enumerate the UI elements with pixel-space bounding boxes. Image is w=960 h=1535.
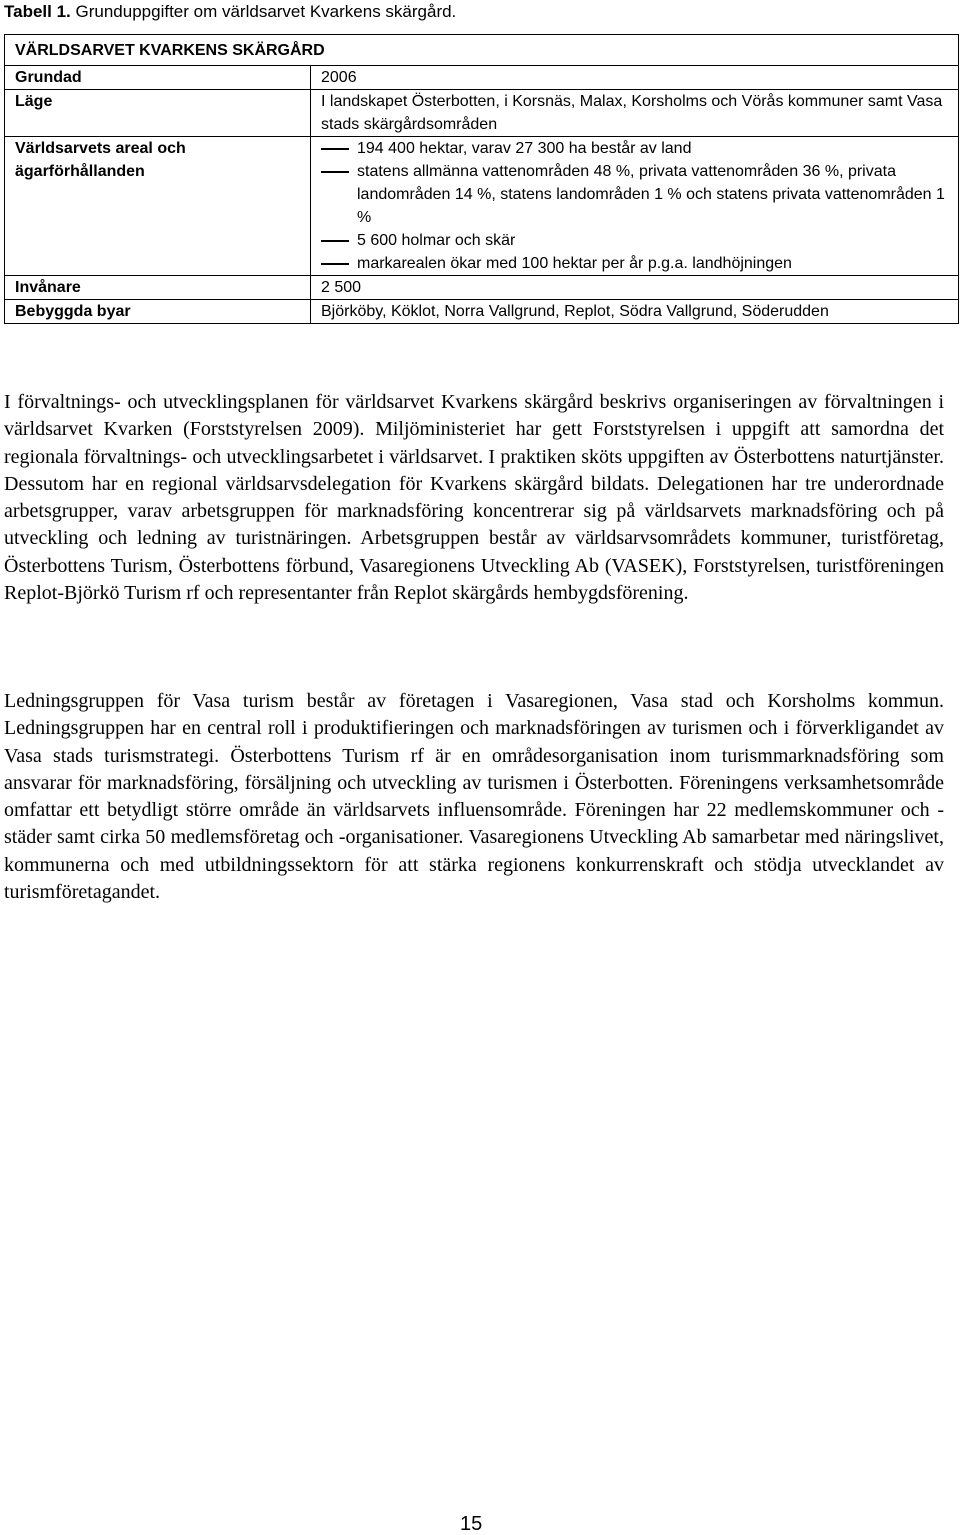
table-row-areal	[5, 137, 959, 276]
body-paragraph-1	[4, 389, 944, 607]
caption-text: Grunduppgifter om världsarvet Kvarkens skärgård.	[75, 2, 457, 21]
row-label: Bebyggda byar	[5, 300, 311, 324]
list-item: 5 600 holmar och skär	[321, 229, 948, 252]
row-value: 2 500	[311, 276, 959, 300]
paragraph-text: Ledningsgruppen för Vasa turism består av företagen i Vasaregionen, Vasa stad och Korsholms kommun. Ledningsgruppen har en central roll i produktifieringen och marknadsföringen av turismen och i förverkligandet av Vasa stads turismstrategi. Österbottens Turism rf är en områdesorganisation inom turismmarknadsföring som ansvarar för marknadsföring, försäljning och utveckling av turismen i Österbotten. Föreningens verksamhetsområde omfattar ett betydligt större område än världsarvets influensområde. Föreningen har 22 medlemskommuner och -städer samt cirka 50 medlemsföretag och -organisationer. Vasaregionens Utveckling Ab samarbetar med näringslivet, kommunerna och med utbildningssektorn för att stärka regionens konkurrenskraft och stödja utvecklandet av turismföretagandet.	[4, 690, 944, 904]
row-value: I landskapet Österbotten, i Korsnäs, Malax, Korsholms och Vörås kommuner samt Vasa stads skärgårdsområden	[311, 90, 959, 137]
table-caption	[4, 2, 456, 22]
page-number: 15	[460, 1513, 483, 1535]
row-label: Invånare	[5, 276, 311, 300]
table-row-lage	[5, 90, 959, 137]
list-item: 194 400 hektar, varav 27 300 ha består av land	[321, 137, 948, 160]
table-row-grundad	[5, 66, 959, 90]
list-item: markarealen ökar med 100 hektar per år p.g.a. landhöjningen	[321, 252, 948, 275]
table-title: VÄRLDSARVET KVARKENS SKÄRGÅRD	[5, 35, 959, 66]
table-row-byar	[5, 300, 959, 324]
row-label: Världsarvets areal och ägarförhållanden	[5, 137, 311, 276]
areal-list	[321, 137, 948, 275]
row-label: Grundad	[5, 66, 311, 90]
row-label: Läge	[5, 90, 311, 137]
paragraph-text: I förvaltnings- och utvecklingsplanen för världsarvet Kvarkens skärgård beskrivs organiseringen av förvaltningen i världsarvet Kvarken (Forststyrelsen 2009). Miljöministeriet har gett Forststyrelsen i uppgift att samordna det regionala förvaltnings- och utvecklingsarbetet i världsarvet. I praktiken sköts uppgiften av Österbottens naturtjänster. Dessutom har en regional världsarvsdelegation för Kvarkens skärgård bildats. Delegationen har tre underordnade arbetsgrupper, varav arbetsgruppen för marknadsföring koncentrerar sig på världsarvets marknadsföring och på utveckling och ledning av turistnäringen. Arbetsgruppen består av världsarvsområdets kommuner, turistföretag, Österbottens Turism, Österbottens förbund, Vasaregionens Utveckling Ab (VASEK), Forststyrelsen, turistföreningen Replot-Björkö Turism rf och representanter från Replot skärgårds hembygdsförening.	[4, 391, 944, 605]
row-value: Björköby, Köklot, Norra Vallgrund, Replot, Södra Vallgrund, Söderudden	[311, 300, 959, 324]
list-item: statens allmänna vattenområden 48 %, privata vattenområden 36 %, privata landområden 14 %, statens landområden 1 % och statens privata vattenområden 1 %	[321, 160, 948, 229]
row-value: 2006	[311, 66, 959, 90]
table-title-row	[5, 35, 959, 66]
body-paragraph-2	[4, 688, 944, 906]
caption-label: Tabell 1.	[4, 2, 71, 21]
table-row-invanare	[5, 276, 959, 300]
row-value	[311, 137, 959, 276]
world-heritage-facts-table	[4, 34, 959, 324]
